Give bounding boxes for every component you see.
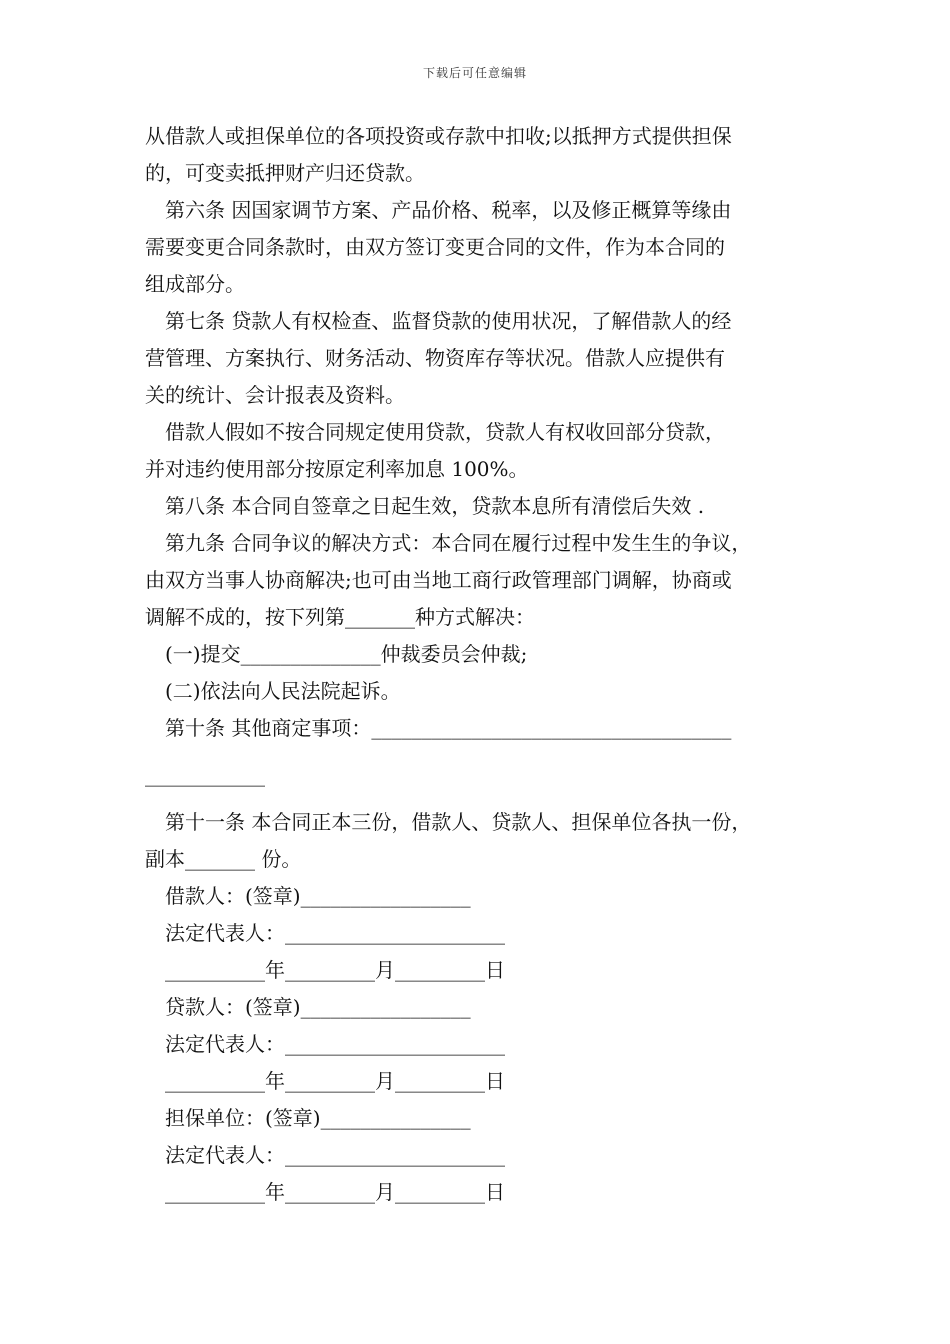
lender-representative: 法定代表人：______________________ (165, 1032, 505, 1056)
borrower-representative: 法定代表人：______________________ (165, 921, 505, 945)
lender-signature: 贷款人：(签章)_________________ (165, 995, 471, 1019)
body-line: 并对违约使用部分按原定利率加息 100%。 (145, 457, 529, 481)
page-header: 下载后可任意编辑 (422, 66, 527, 80)
body-line: 副本_______ 份。 (145, 847, 302, 871)
document-body (145, 118, 835, 1211)
article-9: 第九条 合同争议的解决方式：本合同在履行过程中发生生的争议， (165, 531, 752, 555)
guarantor-representative: 法定代表人：______________________ (165, 1143, 505, 1167)
guarantor-signature: 担保单位：(签章)_______________ (165, 1106, 471, 1130)
body-line: 由双方当事人协商解决;也可由当地工商行政管理部门调解，协商或 (145, 568, 732, 592)
dispute-option-1: (一)提交______________仲裁委员会仲裁; (165, 642, 528, 666)
body-line: 从借款人或担保单位的各项投资或存款中扣收;以抵押方式提供担保 (145, 124, 732, 148)
spacer (145, 794, 835, 804)
body-line: 组成部分。 (145, 272, 245, 296)
article-8: 第八条 本合同自签章之日起生效，贷款本息所有清偿后失效 . (165, 494, 705, 518)
body-line: 借款人假如不按合同规定使用贷款，贷款人有权收回部分贷款， (165, 420, 725, 444)
article-10: 第十条 其他商定事项：____________________________________ (165, 716, 732, 740)
dispute-option-2: (二)依法向人民法院起诉。 (165, 679, 401, 703)
guarantor-date: __________年_________月_________日 (165, 1180, 505, 1204)
article-7: 第七条 贷款人有权检查、监督贷款的使用状况，了解借款人的经 (165, 309, 732, 333)
article-6: 第六条 因国家调节方案、产品价格、税率，以及修正概算等缘由 (165, 198, 732, 222)
body-line: 调解不成的，按下列第_______种方式解决： (145, 605, 535, 629)
borrower-signature: 借款人：(签章)_________________ (165, 884, 471, 908)
body-line: 的，可变卖抵押财产归还贷款。 (145, 161, 425, 185)
lender-date: __________年_________月_________日 (165, 1069, 505, 1093)
body-line: 营管理、方案执行、财务活动、物资库存等状况。借款人应提供有 (145, 346, 725, 370)
body-line: 需要变更合同条款时，由双方签订变更合同的文件，作为本合同的 (145, 235, 725, 259)
borrower-date: __________年_________月_________日 (165, 958, 505, 982)
article-11: 第十一条 本合同正本三份，借款人、贷款人、担保单位各执一份， (165, 810, 752, 834)
blank-line: ____________ (145, 763, 265, 787)
spacer (145, 747, 835, 757)
body-line: 关的统计、会计报表及资料。 (145, 383, 405, 407)
